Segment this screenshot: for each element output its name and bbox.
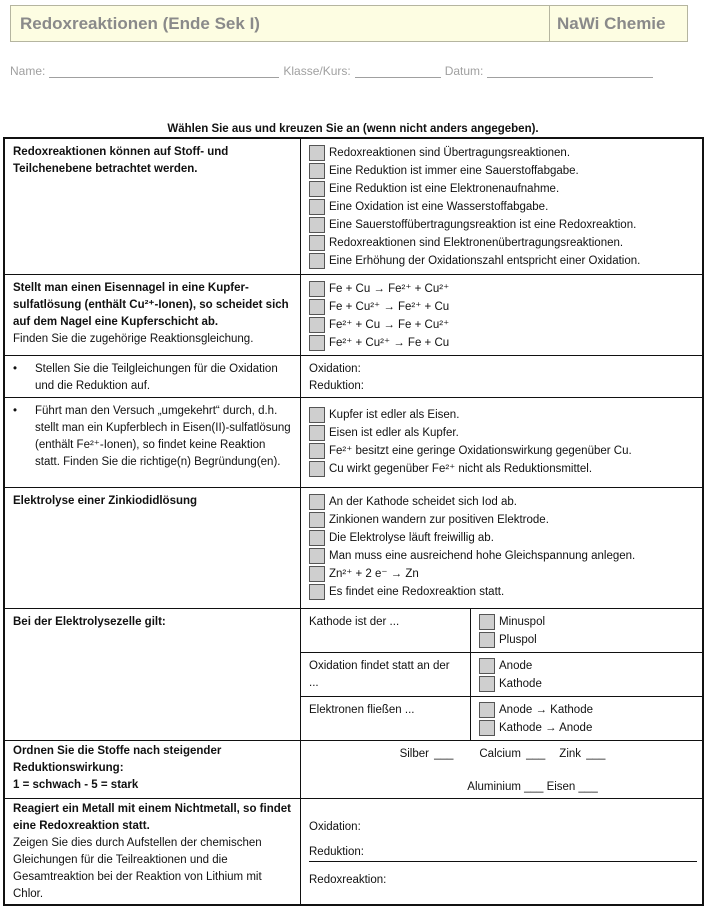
q2-question-bold: Stellt man einen Eisennagel in eine Kupfer-sulfatlösung (enthält Cu²⁺-Ionen), so scheidet sich auf dem Nagel eine Kupferschicht ab. bbox=[13, 282, 289, 328]
option[interactable] bbox=[479, 657, 696, 675]
checkbox-icon[interactable] bbox=[309, 163, 325, 179]
checkbox-icon[interactable] bbox=[309, 461, 325, 477]
q8-question-text: Zeigen Sie dies durch Aufstellen der chemischen Gleichungen für die Teilreaktionen und die Gesamtreaktion bei der Reaktion von Lithium mit Chlor. bbox=[13, 837, 262, 900]
option-label: Zinkionen wandern zur positiven Elektrode. bbox=[329, 513, 549, 526]
q6-part-label: Oxidation findet statt an der ... bbox=[301, 653, 471, 697]
option[interactable] bbox=[309, 234, 696, 252]
option[interactable] bbox=[309, 547, 696, 565]
checkbox-icon[interactable] bbox=[309, 145, 325, 161]
option-label: Cu wirkt gegenüber Fe²⁺ nicht als Reduktionsmittel. bbox=[329, 462, 593, 475]
klasse-label: Klasse/Kurs: bbox=[283, 64, 351, 78]
q6-part-label: Kathode ist der ... bbox=[301, 609, 471, 653]
q1-options bbox=[301, 139, 704, 275]
q6-part-options bbox=[471, 697, 704, 741]
worksheet-header bbox=[10, 5, 688, 42]
checkbox-icon[interactable] bbox=[309, 181, 325, 197]
student-info bbox=[10, 64, 653, 78]
option[interactable] bbox=[309, 216, 696, 234]
option-label: Fe + Cu → Fe²⁺ + Cu²⁺ bbox=[329, 282, 450, 295]
option-label: Die Elektrolyse läuft freiwillig ab. bbox=[329, 531, 494, 544]
q8-answer[interactable] bbox=[301, 799, 704, 906]
option-label: Redoxreaktionen sind Elektronenübertragungsreaktionen. bbox=[329, 236, 624, 249]
instruction: Wählen Sie aus und kreuzen Sie an (wenn nicht anders angegeben). bbox=[167, 123, 539, 135]
checkbox-icon[interactable] bbox=[309, 199, 325, 215]
q3-text: Stellen Sie die Teilgleichungen für die Oxidation und die Reduktion auf. bbox=[35, 363, 278, 392]
checkbox-icon[interactable] bbox=[309, 548, 325, 564]
q6-parts bbox=[301, 609, 704, 741]
q8-redox-label: Redoxreaktion: bbox=[309, 874, 387, 886]
checkbox-icon[interactable] bbox=[309, 407, 325, 423]
option[interactable] bbox=[309, 334, 696, 352]
q2-question bbox=[5, 275, 301, 356]
checkbox-icon[interactable] bbox=[309, 317, 325, 333]
checkbox-icon[interactable] bbox=[309, 299, 325, 315]
datum-field[interactable] bbox=[487, 65, 653, 78]
option-label: Anode bbox=[499, 659, 533, 672]
option[interactable] bbox=[309, 252, 696, 270]
option[interactable] bbox=[479, 613, 696, 631]
q4-question bbox=[5, 398, 301, 488]
checkbox-icon[interactable] bbox=[309, 281, 325, 297]
option[interactable] bbox=[309, 442, 696, 460]
option-label: Eine Reduktion ist immer eine Sauerstoffabgabe. bbox=[329, 164, 579, 177]
name-label: Name: bbox=[10, 64, 46, 78]
option-label: Fe²⁺ + Cu → Fe + Cu²⁺ bbox=[329, 318, 450, 331]
q5-options bbox=[301, 488, 704, 609]
q6-question: Bei der Elektrolysezelle gilt: bbox=[5, 609, 301, 741]
option[interactable] bbox=[309, 280, 696, 298]
checkbox-icon[interactable] bbox=[479, 720, 495, 736]
q2-options bbox=[301, 275, 704, 356]
checkbox-icon[interactable] bbox=[479, 658, 495, 674]
option[interactable] bbox=[309, 493, 696, 511]
option-label: Es findet eine Redoxreaktion statt. bbox=[329, 585, 505, 598]
option-label: Kupfer ist edler als Eisen. bbox=[329, 408, 460, 421]
q7-text: Ordnen Sie die Stoffe nach steigender Reduktionswirkung: bbox=[13, 745, 222, 774]
checkbox-icon[interactable] bbox=[309, 530, 325, 546]
checkbox-icon[interactable] bbox=[479, 614, 495, 630]
bullet: • bbox=[13, 363, 18, 375]
option-label: Man muss eine ausreichend hohe Gleichspannung anlegen. bbox=[329, 549, 636, 562]
item-silber[interactable]: Silber ___ bbox=[399, 748, 454, 760]
option-label: Eine Oxidation ist eine Wasserstoffabgabe. bbox=[329, 200, 549, 213]
option-label: Fe + Cu²⁺ → Fe²⁺ + Cu bbox=[329, 300, 450, 313]
option[interactable] bbox=[309, 162, 696, 180]
option-label: Eine Erhöhung der Oxidationszahl entspricht einer Oxidation. bbox=[329, 254, 641, 267]
checkbox-icon[interactable] bbox=[309, 566, 325, 582]
item-eisen[interactable]: Eisen ___ bbox=[546, 781, 598, 793]
q4-options bbox=[301, 398, 704, 488]
bullet: • bbox=[13, 405, 18, 417]
option-label: Anode → Kathode bbox=[499, 703, 593, 716]
checkbox-icon[interactable] bbox=[479, 702, 495, 718]
q8-reduktion-label: Reduktion: bbox=[309, 844, 697, 862]
checkbox-icon[interactable] bbox=[309, 235, 325, 251]
option[interactable] bbox=[309, 565, 696, 583]
option[interactable] bbox=[309, 180, 696, 198]
subject-label: NaWi Chemie bbox=[557, 14, 666, 33]
q4-text: Führt man den Versuch „umgekehrt“ durch, d.h. stellt man ein Kupferblech in Eisen(II)-sulfatlösung (enthält Fe²⁺-Ionen), so findet keine Reaktion statt. Finden Sie die richtige(n) Begründung(en). bbox=[35, 405, 291, 468]
q8-question-bold: Reagiert ein Metall mit einem Nichtmetall, so findet eine Redoxreaktion statt. bbox=[13, 803, 291, 832]
option-label: Minuspol bbox=[499, 615, 546, 628]
checkbox-icon[interactable] bbox=[309, 584, 325, 600]
q6-part-options bbox=[471, 653, 704, 697]
option[interactable] bbox=[479, 631, 696, 649]
option[interactable] bbox=[479, 675, 696, 693]
checkbox-icon[interactable] bbox=[309, 443, 325, 459]
option-label: Redoxreaktionen sind Übertragungsreaktionen. bbox=[329, 146, 571, 159]
q8-question bbox=[5, 799, 301, 906]
q5-question: Elektrolyse einer Zinkiodidlösung bbox=[5, 488, 301, 609]
option[interactable] bbox=[309, 583, 696, 601]
checkbox-icon[interactable] bbox=[309, 512, 325, 528]
q3-answer[interactable] bbox=[301, 356, 704, 398]
q3-reduktion-label: Reduktion: bbox=[309, 380, 364, 392]
option-label: Eisen ist edler als Kupfer. bbox=[329, 426, 459, 439]
option[interactable] bbox=[309, 198, 696, 216]
name-field[interactable] bbox=[49, 65, 279, 78]
option-label: Eine Reduktion ist eine Elektronenaufnahme. bbox=[329, 182, 560, 195]
option[interactable] bbox=[309, 511, 696, 529]
question-table bbox=[3, 137, 704, 906]
option-label: An der Kathode scheidet sich Iod ab. bbox=[329, 495, 517, 508]
option-label: Pluspol bbox=[499, 633, 537, 646]
option[interactable] bbox=[479, 719, 696, 737]
option-label: Kathode → Anode bbox=[499, 721, 593, 734]
item-calcium[interactable]: Calcium ___ bbox=[479, 748, 546, 760]
q2-question-text: Finden Sie die zugehörige Reaktionsgleichung. bbox=[13, 333, 254, 345]
option[interactable] bbox=[309, 406, 696, 424]
klasse-field[interactable] bbox=[355, 65, 441, 78]
q7-scale: 1 = schwach - 5 = stark bbox=[13, 779, 139, 791]
q3-question bbox=[5, 356, 301, 398]
option[interactable] bbox=[309, 529, 696, 547]
option-label: Eine Sauerstoffübertragungsreaktion ist eine Redoxreaktion. bbox=[329, 218, 637, 231]
datum-label: Datum: bbox=[444, 64, 484, 78]
item-aluminium[interactable]: Aluminium ___ bbox=[467, 781, 544, 793]
option-label: Fe²⁺ besitzt eine geringe Oxidationswirkung gegenüber Cu. bbox=[329, 444, 632, 457]
option[interactable] bbox=[479, 701, 696, 719]
worksheet-title: Redoxreaktionen (Ende Sek I) bbox=[11, 6, 550, 41]
q8-oxidation-label: Oxidation: bbox=[309, 821, 361, 833]
q1-question: Redoxreaktionen können auf Stoff- und Teilchenebene betrachtet werden. bbox=[5, 139, 301, 275]
checkbox-icon[interactable] bbox=[309, 425, 325, 441]
checkbox-icon[interactable] bbox=[309, 335, 325, 351]
option-label: Kathode bbox=[499, 677, 542, 690]
option-label: Zn²⁺ + 2 e⁻ → Zn bbox=[329, 567, 419, 580]
q7-answer bbox=[301, 741, 704, 799]
checkbox-icon[interactable] bbox=[309, 253, 325, 269]
checkbox-icon[interactable] bbox=[479, 632, 495, 648]
option[interactable] bbox=[309, 144, 696, 162]
checkbox-icon[interactable] bbox=[309, 494, 325, 510]
option[interactable] bbox=[309, 424, 696, 442]
item-zink[interactable]: Zink ___ bbox=[559, 748, 606, 760]
checkbox-icon[interactable] bbox=[309, 217, 325, 233]
q6-part-label: Elektronen fließen ... bbox=[301, 697, 471, 741]
option[interactable] bbox=[309, 316, 696, 334]
q3-oxidation-label: Oxidation: bbox=[309, 363, 361, 375]
q7-question bbox=[5, 741, 301, 799]
q6-part-options bbox=[471, 609, 704, 653]
checkbox-icon[interactable] bbox=[479, 676, 495, 692]
option[interactable] bbox=[309, 298, 696, 316]
option-label: Fe²⁺ + Cu²⁺ → Fe + Cu bbox=[329, 336, 450, 349]
option[interactable] bbox=[309, 460, 696, 478]
